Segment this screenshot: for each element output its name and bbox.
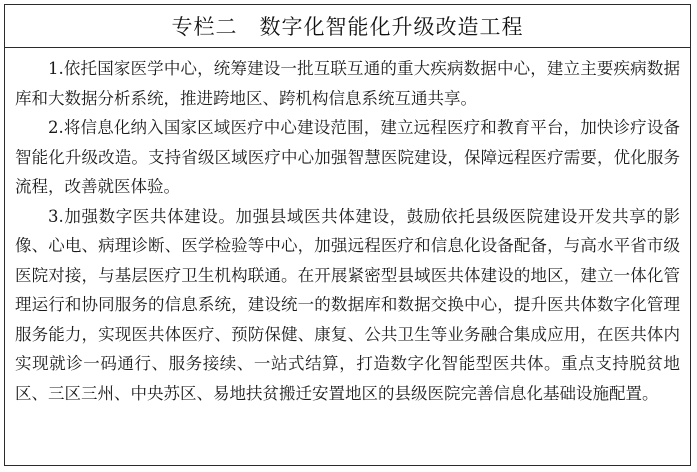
paragraph-2: 2.将信息化纳入国家区域医疗中心建设范围，建立远程医疗和教育平台，加快诊疗设备智能化升级改造。支持省级区域医疗中心加强智慧医院建设，保障远程医疗需要，优化服务流程，改善就医体验。 <box>15 118 680 196</box>
column-box <box>4 4 691 466</box>
column-title: 专栏二 数字化智能化升级改造工程 <box>5 5 690 48</box>
paragraph-3: 3.加强数字医共体建设。加强县域医共体建设，鼓励依托县级医院建设开发共享的影像、心电、病理诊断、医学检验等中心，加强远程医疗和信息化设备配备，与高水平省市级医院对接，与基层医疗卫生机构联通。在开展紧密型县域医共体建设的地区，建立一体化管理运行和协同服务的信息系统，建设统一的数据库和数据交换中心，提升医共体数字化管理服务能力，实现医共体医疗、预防保健、康复、公共卫生等业务融合集成应用，在医共体内实现就诊一码通行、服务接续、一站式结算，打造数字化智能型医共体。重点支持脱贫地区、三区三州、中央苏区、易地扶贫搬迁安置地区的县级医院完善信息化基础设施配置。 <box>15 206 680 403</box>
paragraph-1: 1.依托国家医学中心，统筹建设一批互联互通的重大疾病数据中心，建立主要疾病数据库和大数据分析系统，推进跨地区、跨机构信息系统互通共享。 <box>15 59 680 108</box>
column-body <box>5 48 690 408</box>
